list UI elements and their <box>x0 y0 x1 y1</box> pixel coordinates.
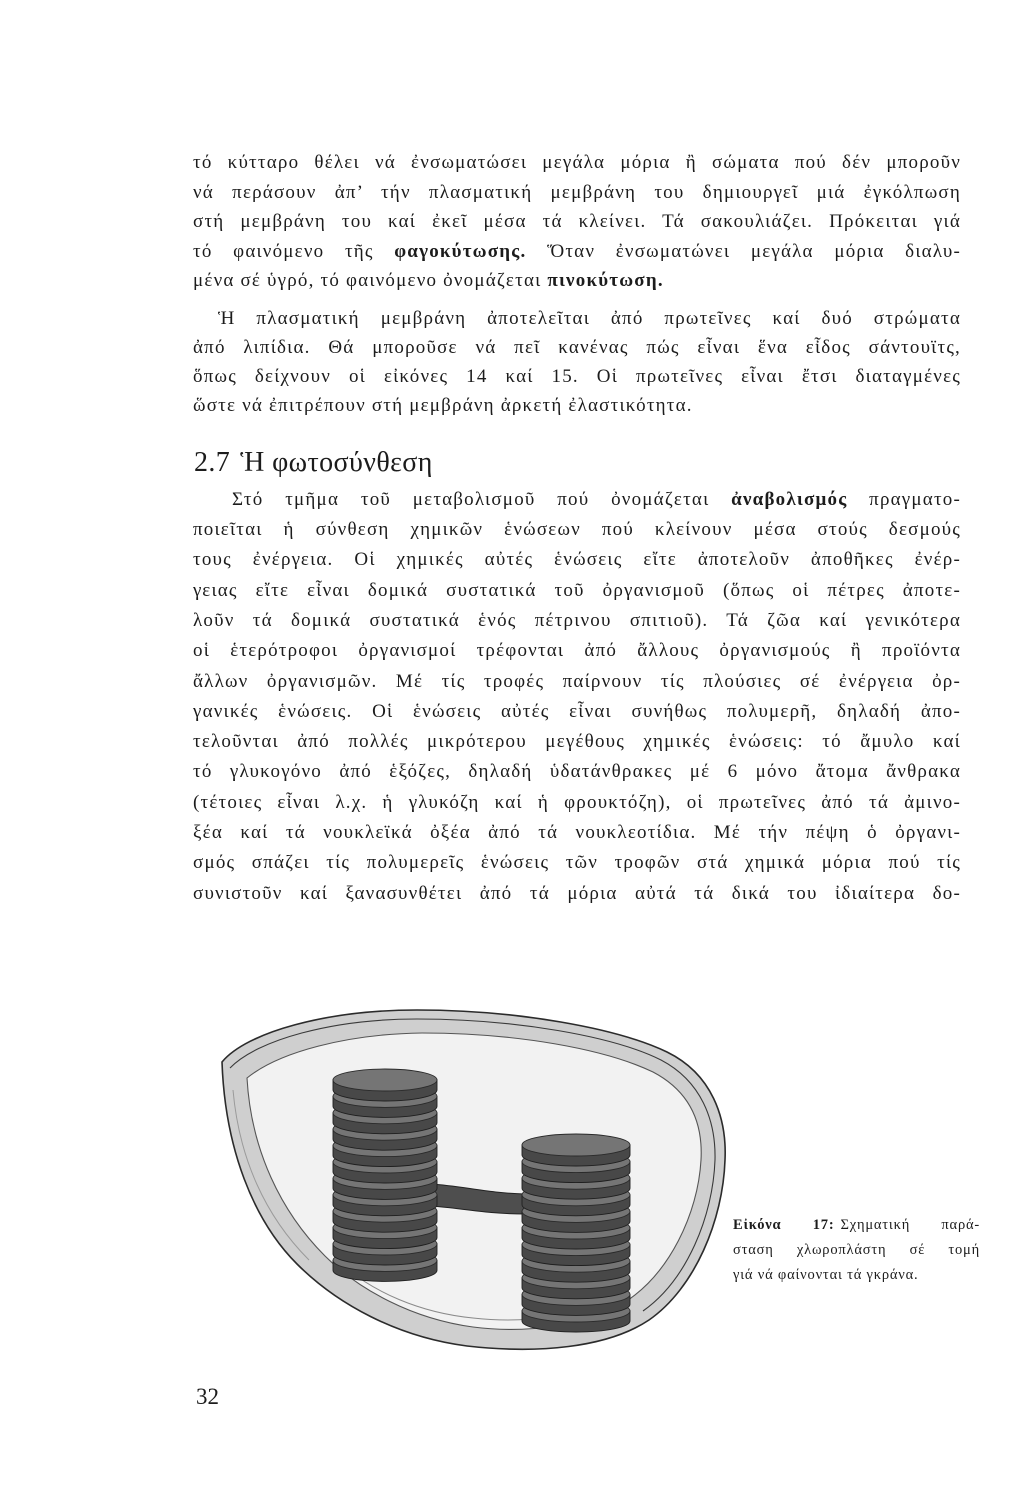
text-line: οἱ ἑτερότροφοι ὀργανισμοί τρέφονται ἀπό ἄλλους ὀργανισμούς ἢ προϊόντα <box>193 640 961 662</box>
text-line <box>193 237 961 267</box>
text-line: τό γλυκογόνο ἀπό ἑξόζες, δηλαδή ὑδατάνθρακες μέ 6 μόνο ἄτομα ἄνθρακα <box>193 761 961 783</box>
caption-text: Σχηματική παρά- <box>840 1217 981 1233</box>
text-line: ποιεῖται ἡ σύνθεση χημικῶν ἑνώσεων πού κλείνουν μέσα στούς δεσμούς <box>193 519 961 541</box>
text-line: ἀπό λιπίδια. Θά μποροῦσε νά πεῖ κανένας πώς εἶναι ἕνα εἶδος σάντουϊτς, <box>193 336 961 358</box>
text-line: νά περάσουν ἀπ’ τήν πλασματική μεμβράνη του δημιουργεῖ μιά ἐγκόλπωση <box>193 181 961 203</box>
text-line: σμός σπάζει τίς πολυμερεῖς ἑνώσεις τῶν τροφῶν στά χημικά μόρια πού τίς <box>193 852 961 874</box>
term-pinocytosis: πινοκύτωση. <box>547 270 664 291</box>
text-line: ξέα καί τά νουκλεϊκά ὀξέα ἀπό τά νουκλεοτίδια. Μέ τήν πέψη ὁ ὀργανι- <box>193 822 961 844</box>
text-line: στή μεμβράνη του καί ἐκεῖ μέσα τά κλείνει. Τά σακουλιάζει. Πρόκειται γιά <box>193 211 961 232</box>
term-phagocytosis: φαγοκύτωσης. <box>394 240 527 262</box>
chloroplast-illustration <box>217 1008 729 1353</box>
caption-line: σταση χλωροπλάστη σέ τομή <box>733 1242 980 1258</box>
section-heading <box>194 445 433 481</box>
page-number: 32 <box>196 1384 219 1409</box>
thylakoid-face <box>333 1069 437 1091</box>
paragraph-anabolism <box>193 485 961 909</box>
text-line: συνιστοῦν καί ξανασυνθέτει ἀπό τά μόρια αὐτά τά δικά του ἰδιαίτερα δο- <box>193 882 961 904</box>
text-line <box>193 266 961 296</box>
text-line <box>193 485 961 515</box>
text-line: γανικές ἑνώσεις. Οἱ ἑνώσεις αὐτές εἶναι συνήθως πολυμερῆ, δηλαδή ἀπο- <box>193 700 961 722</box>
figure-label: Εἰκόνα 17: <box>733 1217 835 1233</box>
thylakoid-disc <box>522 1134 630 1166</box>
text-line: τό κύτταρο θέλει νά ἐνσωματώσει μεγάλα μόρια ἢ σώματα πού δέν μποροῦν <box>193 152 961 173</box>
paragraph-plasma-membrane <box>193 304 961 420</box>
term-anabolism: ἀναβολισμός <box>731 488 848 510</box>
figure-caption <box>733 1213 980 1288</box>
text-line: ἄλλων ὀργανισμῶν. Μέ τίς τροφές παίρνουν τίς πλούσιες σέ ἐνέργεια ὀρ- <box>193 670 961 692</box>
paragraph-phagocytosis <box>193 148 961 296</box>
text-line: λοῦν τά δομικά συστατικά ἑνός πέτρινου σπιτιοῦ). Τά ζῶα καί γενικότερα <box>193 609 961 631</box>
section-title: Ἡ φωτοσύνθεση <box>240 447 433 478</box>
stroma-cut-face <box>247 1033 701 1329</box>
thylakoid-face <box>522 1134 630 1156</box>
text-run: Στό τμῆμα τοῦ μεταβολισμοῦ πού ὀνομάζεται <box>232 488 732 510</box>
caption-line: γιά νά φαίνονται τά γκράνα. <box>733 1267 919 1283</box>
granum-left <box>333 1069 437 1281</box>
text-line: γειας εἴτε εἶναι δομικά συστατικά τοῦ ὀργανισμοῦ (ὅπως οἱ πέτρες ἀποτε- <box>193 579 961 601</box>
text-line: ὥστε νά ἐπιτρέπουν στή μεμβράνη ἀρκετή ἐλαστικότητα. <box>193 394 693 416</box>
section-number: 2.7 <box>194 447 231 478</box>
text-line: (τέτοιες εἶναι λ.χ. ἡ γλυκόζη καί ἡ φρουκτόζη), οἱ πρωτεῖνες ἀπό τά ἀμινο- <box>193 791 961 813</box>
text-run: τό φαινόμενο τῆς <box>193 240 395 262</box>
text-line: τους ἐνέργεια. Οἱ χημικές αὐτές ἑνώσεις εἴτε ἀποτελοῦν ἀποθῆκες ἐνέρ- <box>193 549 961 571</box>
text-run: πραγματο- <box>847 488 962 510</box>
caption-line <box>733 1213 980 1238</box>
text-run: Ὅταν ἐνσωματώνει μεγάλα μόρια διαλυ- <box>526 240 961 262</box>
granum-right <box>522 1134 630 1332</box>
text-line: Ἡ πλασματική μεμβράνη ἀποτελεῖται ἀπό πρωτεῖνες καί δυό στρώματα <box>218 307 961 329</box>
text-line: ὅπως δείχνουν οἱ εἰκόνες 14 καί 15. Οἱ πρωτεῖνες εἶναι ἔτσι διαταγμένες <box>193 365 961 387</box>
thylakoid-disc <box>333 1069 437 1101</box>
text-line: τελοῦνται ἀπό πολλές μικρότερου μεγέθους χημικές ἑνώσεις: τό ἄμυλο καί <box>193 731 961 753</box>
text-run: μένα σέ ὑγρό, τό φαινόμενο ὀνομάζεται <box>193 270 548 291</box>
